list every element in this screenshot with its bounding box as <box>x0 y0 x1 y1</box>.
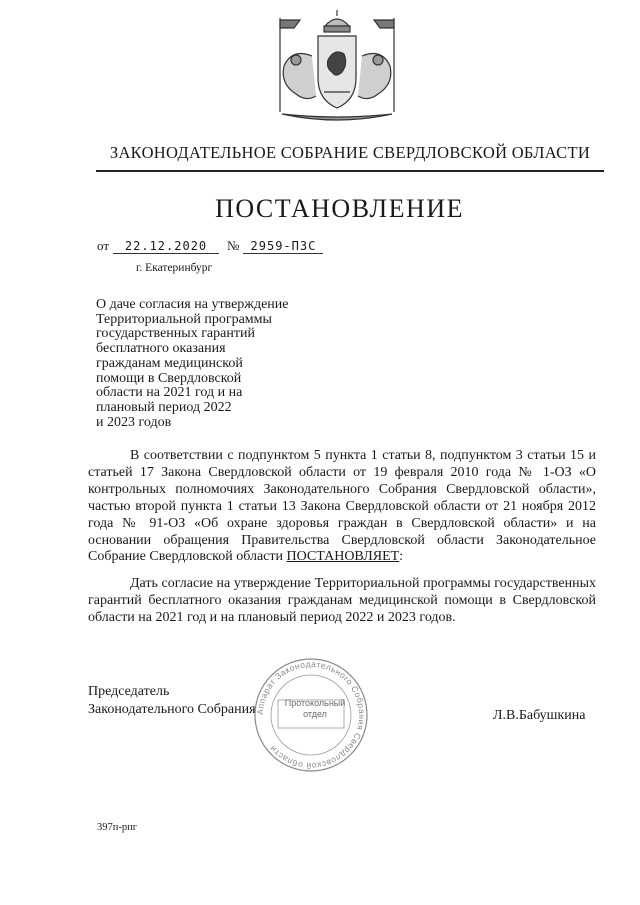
subject-line: гражданам медицинской <box>96 355 243 371</box>
preamble-paragraph <box>88 448 596 566</box>
date-label: от <box>97 238 110 253</box>
subject-line: и 2023 годов <box>96 414 172 430</box>
coat-of-arms-emblem <box>262 8 412 130</box>
signatory-name: Л.В.Бабушкина <box>493 708 586 723</box>
number-label: № <box>227 238 240 253</box>
number-value: 2959-ПЗС <box>243 239 323 254</box>
subject-line: бесплатного оказания <box>96 341 226 357</box>
signatory-title-line: Законодательного Собрания <box>88 702 256 717</box>
subject-block <box>96 298 326 430</box>
stamp-center-line: Протокольный <box>284 698 346 708</box>
subject-line: плановый период 2022 <box>96 399 232 415</box>
preamble-colon: : <box>399 549 404 565</box>
header-divider <box>96 170 604 172</box>
resolution-body <box>88 448 596 627</box>
subject-line: области на 2021 год и на <box>96 385 243 401</box>
document-code: 397п-рпг <box>97 822 138 833</box>
stamp-ring-text: Аппарат Законодательного Собрания Свердловской области <box>254 658 368 772</box>
subject-line: О даче согласия на утверждение <box>96 297 289 312</box>
stamp-center-line: отдел <box>303 709 327 719</box>
city: г. Екатеринбург <box>136 262 213 274</box>
document-title: ПОСТАНОВЛЕНИЕ <box>215 194 464 223</box>
subject-line: помощи в Свердловской <box>96 370 242 386</box>
date-value: 22.12.2020 <box>113 239 219 254</box>
stamp-center-text <box>278 698 352 720</box>
signatory-title <box>88 683 256 719</box>
subject-line: Территориальной программы <box>96 311 272 327</box>
signatory-title-line: Председатель <box>88 684 170 699</box>
date-number-line <box>97 238 323 254</box>
preamble-text: В соответствии с подпунктом 5 пункта 1 статьи 8, подпунктом 3 статьи 15 и статьей 17 Закона Свердловской области от 19 февраля 2010 года № 1-ОЗ «О контрольных полномочиях Законодательного Собрания Свердловской области», частью второй пункта 1 статьи 13 Закона Свердловской области от 21 ноября 2012 года № 91-ОЗ «Об охране здоровья граждан в Свердловской области» и на основании обращения Правительства Свердловской области Законодательное Собрание Свердловской области <box>88 448 596 565</box>
resolves-keyword: ПОСТАНОВЛЯЕТ <box>286 549 400 565</box>
subject-line: государственных гарантий <box>96 326 255 342</box>
organization-name: ЗАКОНОДАТЕЛЬНОЕ СОБРАНИЕ СВЕРДЛОВСКОЙ ОБЛАСТИ <box>109 143 591 162</box>
operative-paragraph: Дать согласие на утверждение Территориальной программы государственных гарантий бесплатного оказания гражданам медицинской помощи в Свердловской области на 2021 год и на плановый период 2022 и 2023 годов. <box>88 576 596 626</box>
